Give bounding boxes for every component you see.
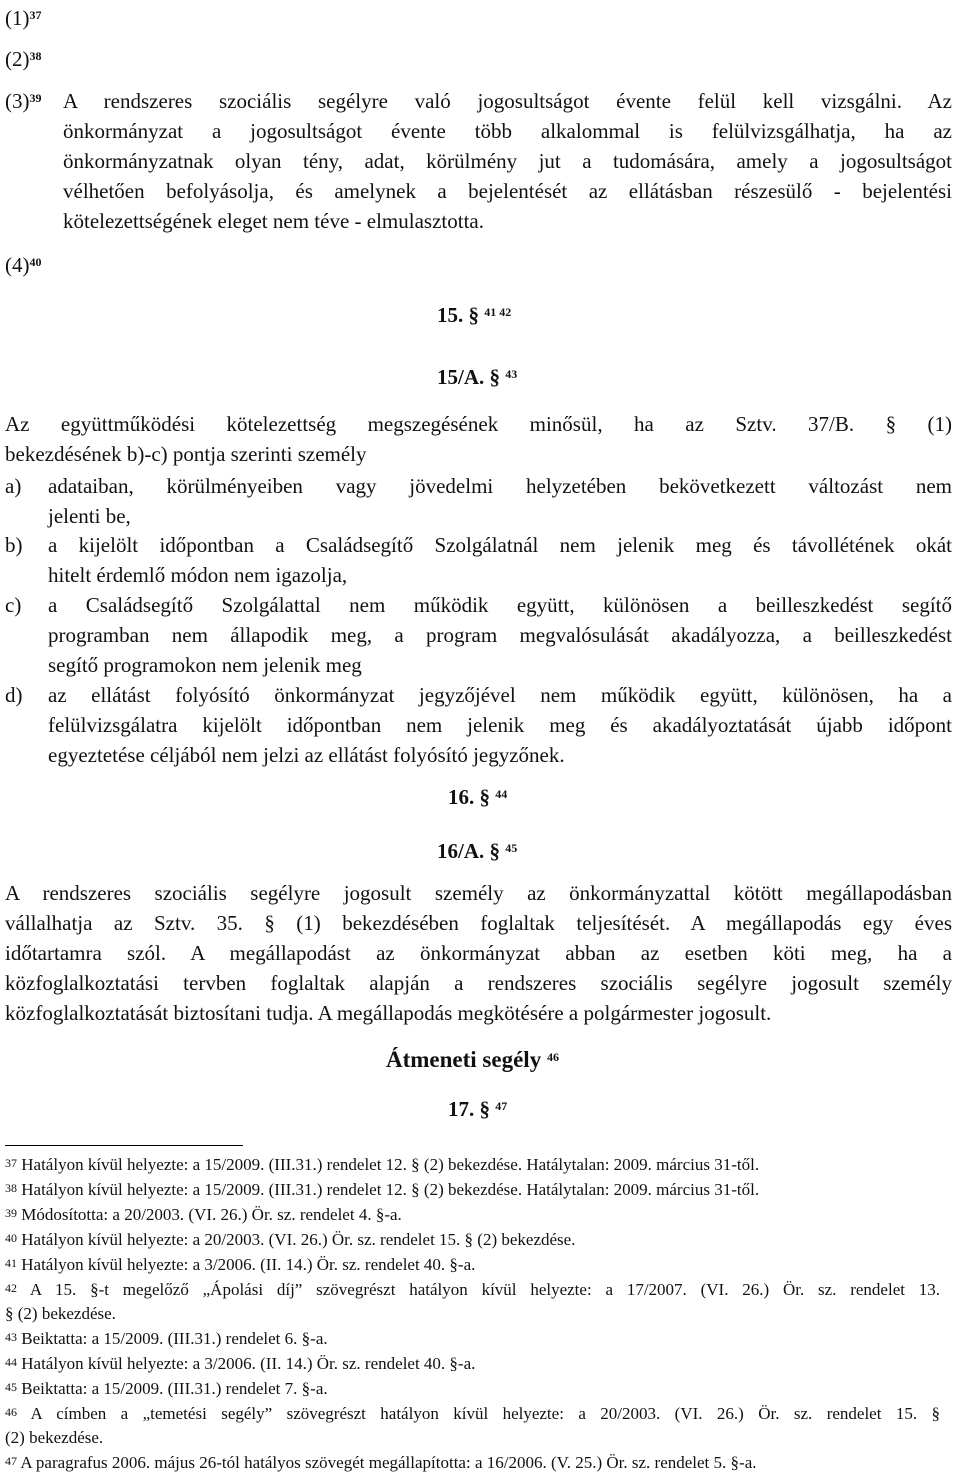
text-line: önkormányzat a jogosultságot évente több alkalommal is felülvizsgálhatja, ha az xyxy=(63,119,952,143)
footnote-ref-47[interactable]: 47 xyxy=(495,1099,508,1113)
section-17-heading: 17. § $^{47}$ xyxy=(448,1097,508,1121)
section-16a-heading: 16/A. § $^{45}$ xyxy=(437,839,518,863)
text-line: a kijelölt időpontban a Családsegítő Szolgálatnál nem jelenik meg és távollétének okát xyxy=(48,533,952,557)
footnote-37: $^{37}$ Hatályon kívül helyezte: a 15/2009. (III.31.) rendelet 12. § (2) bekezdése. Hatálytalan: 2009. március 31-től. xyxy=(5,1155,760,1174)
footnote-ref-37[interactable]: 37 xyxy=(29,8,42,22)
section-15a-intro-line: bekezdésének b)-c) pontja szerinti személy xyxy=(5,442,367,466)
footnote-ref-39[interactable]: 39 xyxy=(29,91,42,105)
text-line: programban nem állapodik meg, a program megvalósulását akadályozza, a beilleszkedést xyxy=(48,623,952,647)
footnote-ref-46[interactable]: 46 xyxy=(546,1050,559,1064)
footnote-separator xyxy=(5,1145,243,1146)
text-line: segítő programokon nem jelenik meg xyxy=(48,653,362,677)
text-line: adataiban, körülményeiben vagy jövedelmi helyzetében bekövetkezett változást nem xyxy=(48,474,952,498)
footnote-46-continued: (2) bekezdése. xyxy=(5,1428,104,1447)
text-line: közfoglalkoztatását biztosítani tudja. A megállapodás megkötésére a polgármester jogosult. xyxy=(5,1001,772,1025)
section-16-heading: 16. § $^{44}$ xyxy=(448,785,508,809)
text-line: közfoglalkoztatási tervben foglaltak alapján a rendszeres szociális segélyre jogosult személy xyxy=(5,971,952,995)
section-15-heading: 15. § $^{41 42}$ xyxy=(437,303,512,327)
text-line: egyeztetése céljából nem jelzi az ellátást folyósító jegyzőnek. xyxy=(48,743,565,767)
section-15a-heading: 15/A. § $^{43}$ xyxy=(437,365,518,389)
footnote-41: $^{41}$ Hatályon kívül helyezte: a 3/2006. (II. 14.) Ör. sz. rendelet 40. §-a. xyxy=(5,1255,476,1274)
footnote-44: $^{44}$ Hatályon kívül helyezte: a 3/2006. (II. 14.) Ör. sz. rendelet 40. §-a. xyxy=(5,1354,476,1373)
text-line: jelenti be, xyxy=(48,504,131,528)
list-item-c xyxy=(48,590,952,680)
text-line: vállalhatja az Sztv. 35. § (1) bekezdésében foglaltak teljesítését. A megállapodás egy éves xyxy=(5,911,952,935)
text-line: az ellátást folyósító önkormányzat jegyzőjével nem működik együtt, különösen, ha a xyxy=(48,683,952,707)
text-line: felülvizsgálatra kijelölt időpontban nem jelenik meg és akadályoztatását újabb időpont xyxy=(48,713,952,737)
text-line: kötelezettségének eleget nem téve - elmulasztotta. xyxy=(63,209,484,233)
footnote-40: $^{40}$ Hatályon kívül helyezte: a 20/2003. (VI. 26.) Ör. sz. rendelet 15. § (2) bekezdése. xyxy=(5,1230,576,1249)
list-item-label-b: b) xyxy=(5,533,23,557)
paragraph-number-2: $(2)^{38}$ xyxy=(5,47,42,71)
atmeneti-segely-heading: Átmeneti segély $^{46}$ xyxy=(386,1047,559,1072)
footnote-ref-38[interactable]: 38 xyxy=(29,49,42,63)
footnote-42-continued: § (2) bekezdése. xyxy=(5,1304,116,1323)
paragraph-3-text xyxy=(63,86,952,236)
text-line: A rendszeres szociális segélyre való jogosultságot évente felül kell vizsgálni. Az xyxy=(63,89,952,113)
footnote-ref-43[interactable]: 43 xyxy=(505,367,518,381)
section-16a-text xyxy=(5,878,952,1028)
text-line: önkormányzatnak olyan tény, adat, körülmény jut a tudomására, amely a jogosultságot xyxy=(63,149,952,173)
section-15a-intro-line: Az együttműködési kötelezettség megszegésének minősül, ha az Sztv. 37/B. § (1) xyxy=(5,412,952,436)
footnote-46: $^{46}$ A címben a „temetési segély” szövegrészt hatályon kívül helyezte: a 20/2003. (VI. 26.) Ör. sz. rendelet 15. § xyxy=(5,1404,940,1423)
text-line: időtartamra szól. A megállapodást az önkormányzat abban az esetben köti meg, ha a xyxy=(5,941,952,965)
footnote-45: $^{45}$ Beiktatta: a 15/2009. (III.31.) rendelet 7. §-a. xyxy=(5,1379,328,1398)
paragraph-number-1: $(1)^{37}$ xyxy=(5,6,42,30)
footnote-refs-41-42[interactable]: 41 42 xyxy=(484,305,512,319)
footnote-43: $^{43}$ Beiktatta: a 15/2009. (III.31.) rendelet 6. §-a. xyxy=(5,1329,328,1348)
list-item-label-a: a) xyxy=(5,474,22,498)
text-line: a Családsegítő Szolgálattal nem működik együtt, különösen a beilleszkedést segítő xyxy=(48,593,952,617)
list-item-label-c: c) xyxy=(5,593,22,617)
list-item-label-d: d) xyxy=(5,683,23,707)
footnote-ref-44[interactable]: 44 xyxy=(495,787,508,801)
paragraph-number-4: $(4)^{40}$ xyxy=(5,253,42,277)
list-item-a xyxy=(48,471,952,531)
text-line: A rendszeres szociális segélyre jogosult személy az önkormányzattal kötött megállapodásban xyxy=(5,881,952,905)
footnote-47: $^{47}$ A paragrafus 2006. május 26-tól hatályos szövegét megállapította: a 16/2006. (V. 25.) Ör. sz. rendelet 5. §-a. xyxy=(5,1453,757,1472)
paragraph-number-3: $(3)^{39}$ xyxy=(5,89,42,113)
footnote-42: $^{42}$ A 15. §-t megelőző „Ápolási díj” szövegrészt hatályon kívül helyezte: a 17/2007. (VI. 26.) Ör. sz. rendelet 13. xyxy=(5,1280,941,1299)
list-item-b xyxy=(48,530,952,590)
footnote-38: $^{38}$ Hatályon kívül helyezte: a 15/2009. (III.31.) rendelet 12. § (2) bekezdése. Hatálytalan: 2009. március 31-től. xyxy=(5,1180,760,1199)
text-line: hitelt érdemlő módon nem igazolja, xyxy=(48,563,348,587)
footnote-ref-40[interactable]: 40 xyxy=(29,255,42,269)
text-line: vélhetően befolyásolja, és amelynek a bejelentését az ellátásban részesülő - bejelentési xyxy=(63,179,952,203)
list-item-d xyxy=(48,680,952,770)
footnote-ref-45[interactable]: 45 xyxy=(505,841,518,855)
footnote-39: $^{39}$ Módosította: a 20/2003. (VI. 26.) Ör. sz. rendelet 4. §-a. xyxy=(5,1205,402,1224)
